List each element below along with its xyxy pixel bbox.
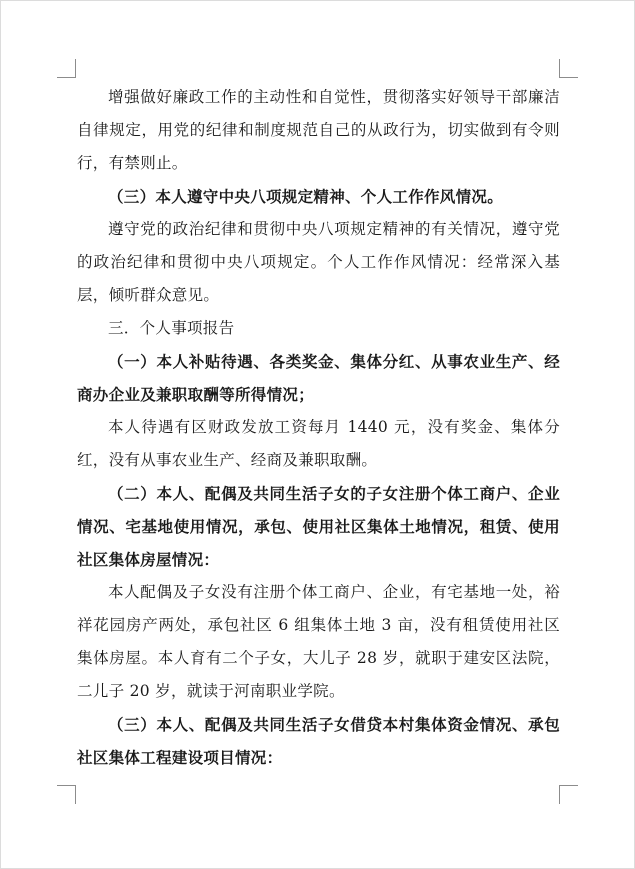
- margin-corner-top-left: [57, 59, 76, 78]
- document-body: [77, 81, 560, 774]
- paragraph-integrity-text: 增强做好廉政工作的主动性和自觉性，贯彻落实好领导干部廉洁自律规定，用党的纪律和制度规范自己的从政行为，切实做到有令则行，有禁则止。: [77, 88, 560, 172]
- heading-eight-provisions: （三）本人遵守中央八项规定精神、个人工作作风情况。: [108, 187, 504, 206]
- section-title-personal-matters: 三．个人事项报告: [108, 319, 235, 337]
- margin-corner-bottom-right: [559, 785, 578, 804]
- margin-corner-top-right: [559, 59, 578, 78]
- heading-family-business-land: （二）本人、配偶及共同生活子女的子女注册个体工商户、企业情况、宅基地使用情况，承包、使用社区集体土地情况，租赁、使用社区集体房屋情况：: [77, 484, 560, 569]
- paragraph-family-business-land: 本人配偶及子女没有注册个体工商户、企业，有宅基地一处，裕祥花园房产两处，承包社区 6 组集体土地 3 亩，没有租赁使用社区集体房屋。本人育有二个子女，大儿子 28 岁，就职于建安区法院，二儿子 20 岁，就读于河南职业学院。: [77, 583, 560, 700]
- paragraph-income: 本人待遇有区财政发放工资每月 1440 元，没有奖金、集体分红，没有从事农业生产、经商及兼职取酬。: [77, 418, 560, 469]
- paragraph-eight-provisions: 遵守党的政治纪律和贯彻中央八项规定精神的有关情况，遵守党的政治纪律和贯彻中央八项规定。个人工作作风情况：经常深入基层，倾听群众意见。: [77, 220, 560, 304]
- heading-income: （一）本人补贴待遇、各类奖金、集体分红、从事农业生产、经商办企业及兼职取酬等所得情况；: [77, 352, 560, 404]
- heading-collective-funds: （三）本人、配偶及共同生活子女借贷本村集体资金情况、承包社区集体工程建设项目情况：: [77, 715, 560, 767]
- margin-corner-bottom-left: [57, 785, 76, 804]
